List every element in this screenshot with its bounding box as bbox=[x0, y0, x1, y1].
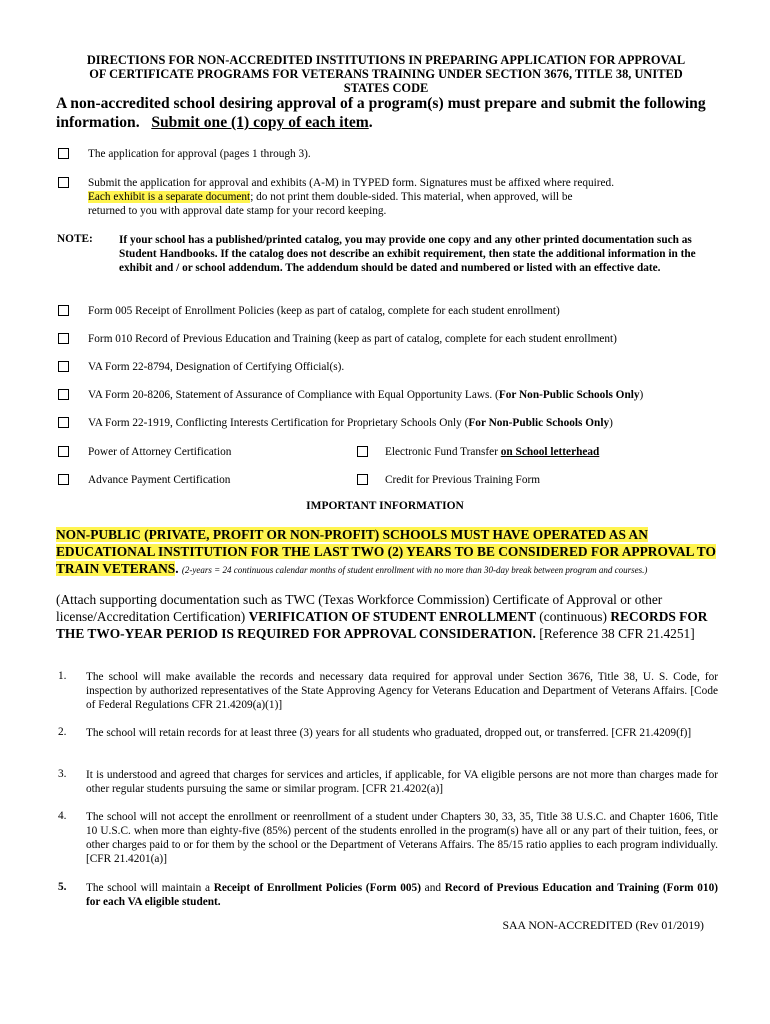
form-revision-footer: SAA NON-ACCREDITED (Rev 01/2019) bbox=[502, 918, 704, 932]
item-text-3: It is understood and agreed that charges for services and articles, if applicable, for VA eligible persons are not more than charges made for other regular students pursuing the same or similar program. [CFR 21.4202(a)] bbox=[86, 769, 718, 795]
checkbox-power-of-attorney[interactable] bbox=[58, 446, 69, 457]
va-20-8206-label: VA Form 20-8206, Statement of Assurance of Compliance with Equal Opportunity Laws. (For Non-Public Schools Only) bbox=[88, 389, 644, 401]
form-005-label: Form 005 Receipt of Enrollment Policies (keep as part of catalog, complete for each student enrollment) bbox=[88, 305, 560, 317]
item-text-5: The school will maintain a Receipt of Enrollment Policies (Form 005) and Record of Previous Education and Training (Form 010) for each VA eligible student. bbox=[86, 882, 718, 908]
power-of-attorney-label: Power of Attorney Certification bbox=[88, 446, 232, 458]
intro-paragraph: A non-accredited school desiring approval of a program(s) must prepare and submit the following information. Submit one (1) copy of each item. bbox=[56, 95, 706, 131]
checkbox-form-005[interactable] bbox=[58, 305, 69, 316]
item-text-1: The school will make available the records and necessary data required for approval under Section 3676, Title 38, U. S. Code, for inspection by authorized representatives of the State Approving Agency for Veterans Education and Department of Veterans Affairs. [Code of Federal Regulations CFR 21.4209(a)(1)] bbox=[86, 671, 718, 711]
item-number-3: 3. bbox=[58, 768, 67, 780]
checkbox-form-010[interactable] bbox=[58, 333, 69, 344]
nonpublic-note: (2-years = 24 continuous calendar months of student enrollment with no more than 30-day break between program and courses.) bbox=[181, 565, 648, 575]
checkbox-eft[interactable] bbox=[357, 446, 368, 457]
checkbox-va-22-8794[interactable] bbox=[58, 361, 69, 372]
exhibit-highlight: Each exhibit is a separate document bbox=[88, 191, 251, 203]
title-line-1: DIRECTIONS FOR NON-ACCREDITED INSTITUTIONS IN PREPARING APPLICATION FOR APPROVAL bbox=[86, 53, 686, 67]
item-number-4: 4. bbox=[58, 810, 67, 822]
checkbox-advance-payment[interactable] bbox=[58, 474, 69, 485]
form-010-label: Form 010 Record of Previous Education and Training (keep as part of catalog, complete for each student enrollment) bbox=[88, 333, 617, 345]
page-title bbox=[56, 53, 716, 95]
nonpublic-highlight: NON-PUBLIC (PRIVATE, PROFIT OR NON-PROFIT) SCHOOLS MUST HAVE OPERATED AS AN EDUCATIONAL INSTITUTION FOR THE LAST TWO (2) YEARS TO BE CONSIDERED FOR APPROVAL TO TRAIN VETERANS bbox=[56, 527, 716, 576]
checkbox-va-20-8206[interactable] bbox=[58, 389, 69, 400]
intro-text: A non-accredited school desiring approval of a program(s) must prepare and submit the following information. bbox=[56, 95, 706, 131]
title-line-2: OF CERTIFICATE PROGRAMS FOR VETERANS TRAINING UNDER SECTION 3676, TITLE 38, UNITED bbox=[89, 67, 683, 81]
checkbox-exhibits[interactable] bbox=[58, 177, 69, 188]
item-number-2: 2. bbox=[58, 726, 67, 738]
checkbox-application[interactable] bbox=[58, 148, 69, 159]
title-line-3: STATES CODE bbox=[343, 81, 429, 95]
checklist-item-exhibits bbox=[88, 176, 728, 218]
checkbox-credit-previous-training[interactable] bbox=[357, 474, 368, 485]
credit-previous-training-label: Credit for Previous Training Form bbox=[385, 474, 541, 486]
intro-underlined: Submit one (1) copy of each item bbox=[151, 114, 369, 131]
note-body: If your school has a published/printed catalog, you may provide one copy and any other printed documentation such as Student Handbooks. If the catalog does not describe an exhibit requirement, then state the additional information in the exhibit and / or school addendum. The addendum should be dated and numbered or listed with an effective date. bbox=[119, 234, 696, 274]
exhibits-line-3: returned to you with approval date stamp for your record keeping. bbox=[88, 205, 387, 217]
item-text-4: The school will not accept the enrollment or reenrollment of a student under Chapters 30, 33, 35, Title 38 U.S.C. and Chapter 1606, Title 10 U.S.C. when more than eighty-five (85%) percent of the students enrolled in the program(s) have all or any part of their tuition, fees, or other charges paid to or for them by the school or the Department of Veterans Affairs. The 85/15 ratio applies to each program individually. [CFR 21.4201(a)] bbox=[86, 811, 718, 865]
advance-payment-label: Advance Payment Certification bbox=[88, 474, 231, 486]
exhibits-line-2: ; do not print them double-sided. This material, when approved, will be bbox=[250, 191, 573, 203]
item-number-1: 1. bbox=[58, 670, 67, 682]
va-22-1919-label: VA Form 22-1919, Conflicting Interests Certification for Proprietary Schools Only (For Non-Public Schools Only) bbox=[88, 417, 613, 429]
nonpublic-requirement: NON-PUBLIC (PRIVATE, PROFIT OR NON-PROFIT) SCHOOLS MUST HAVE OPERATED AS AN EDUCATIONAL INSTITUTION FOR THE LAST TWO (2) YEARS TO BE CONSIDERED FOR APPROVAL TO TRAIN VETERANS. (2-years = 24 continuous calendar months of student enrollment with no more than 30-day break between program and courses.) bbox=[56, 527, 716, 576]
eft-label: Electronic Fund Transfer on School letterhead bbox=[385, 446, 600, 458]
item-number-5: 5. bbox=[58, 881, 67, 893]
attach-paragraph: (Attach supporting documentation such as TWC (Texas Workforce Commission) Certificate of Approval or other license/Accreditation Certification) VERIFICATION OF STUDENT ENROLLMENT (continuous) RECORDS FOR THE TWO-YEAR PERIOD IS REQUIRED FOR APPROVAL CONSIDERATION. [Reference 38 CFR 21.4251] bbox=[56, 592, 708, 641]
note-label: NOTE: bbox=[57, 233, 93, 245]
checkbox-va-22-1919[interactable] bbox=[58, 417, 69, 428]
item-text-2: The school will retain records for at least three (3) years for all students who graduated, dropped out, or transferred. [CFR 21.4209(f)] bbox=[86, 727, 692, 739]
exhibits-line-1: Submit the application for approval and exhibits (A-M) in TYPED form. Signatures must be affixed where required. bbox=[88, 177, 615, 189]
important-heading: IMPORTANT INFORMATION bbox=[306, 500, 464, 512]
checklist-item-application: The application for approval (pages 1 through 3). bbox=[88, 148, 311, 160]
va-22-8794-label: VA Form 22-8794, Designation of Certifying Official(s). bbox=[88, 361, 345, 373]
